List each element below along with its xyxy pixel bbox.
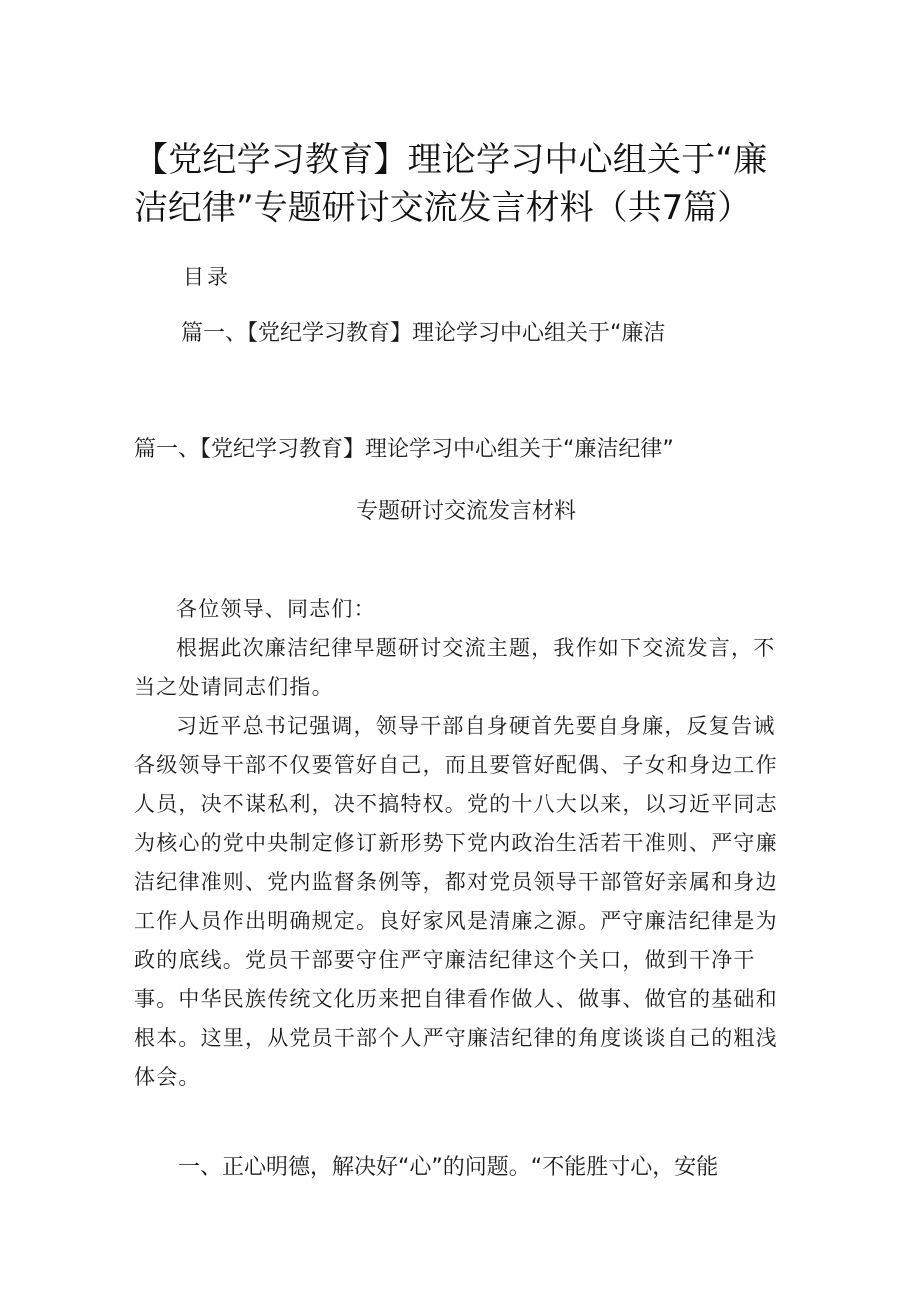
toc-item-1[interactable]: 篇一、【党纪学习教育】理论学习中心组关于“廉洁 (181, 321, 666, 346)
section-heading-line1: 篇一、【党纪学习教育】理论学习中心组关于“廉洁纪律” (134, 437, 674, 462)
body-text (134, 590, 794, 1097)
toc-label: 目录 (183, 265, 231, 289)
section-heading (134, 434, 794, 528)
document-title-line2: 洁纪律”专题研讨交流发言材料（共7篇） (134, 188, 752, 228)
section-heading-line2: 专题研讨交流发言材料 (355, 499, 576, 524)
greeting-paragraph: 各位领导、同志们： (176, 597, 376, 621)
subheading-one: 一、正心明德，解决好“心”的问题。“不能胜寸心，安能 (178, 1155, 719, 1180)
document-title (134, 136, 794, 232)
intro-paragraph: 根据此次廉洁纪律早题研讨交流主题，我作如下交流发言，不当之处请同志们指。 (134, 636, 776, 699)
document-title-line1: 【党纪学习教育】理论学习中心组关于“廉 (134, 140, 768, 180)
main-paragraph: 习近平总书记强调，领导干部自身硬首先要自身廉，反复告诫各级领导干部不仅要管好自己，而且要管好配偶、子女和身边工作人员，决不谋私利，决不搞特权。党的十八大以来，以习近平同志为核心的党中央制定修订新形势下党内政治生活若干准则、严守廉洁纪律准则、党内监督条例等，都对党员领导干部管好亲属和身边工作人员作出明确规定。良好家风是清廉之源。严守廉洁纪律是为政的底线。党员干部要守住严守廉洁纪律这个关口，做到干净干事。中华民族传统文化历来把自律看作做人、做事、做官的基础和根本。这里，从党员干部个人严守廉洁纪律的角度谈谈自己的粗浅体会。 (134, 714, 778, 1089)
